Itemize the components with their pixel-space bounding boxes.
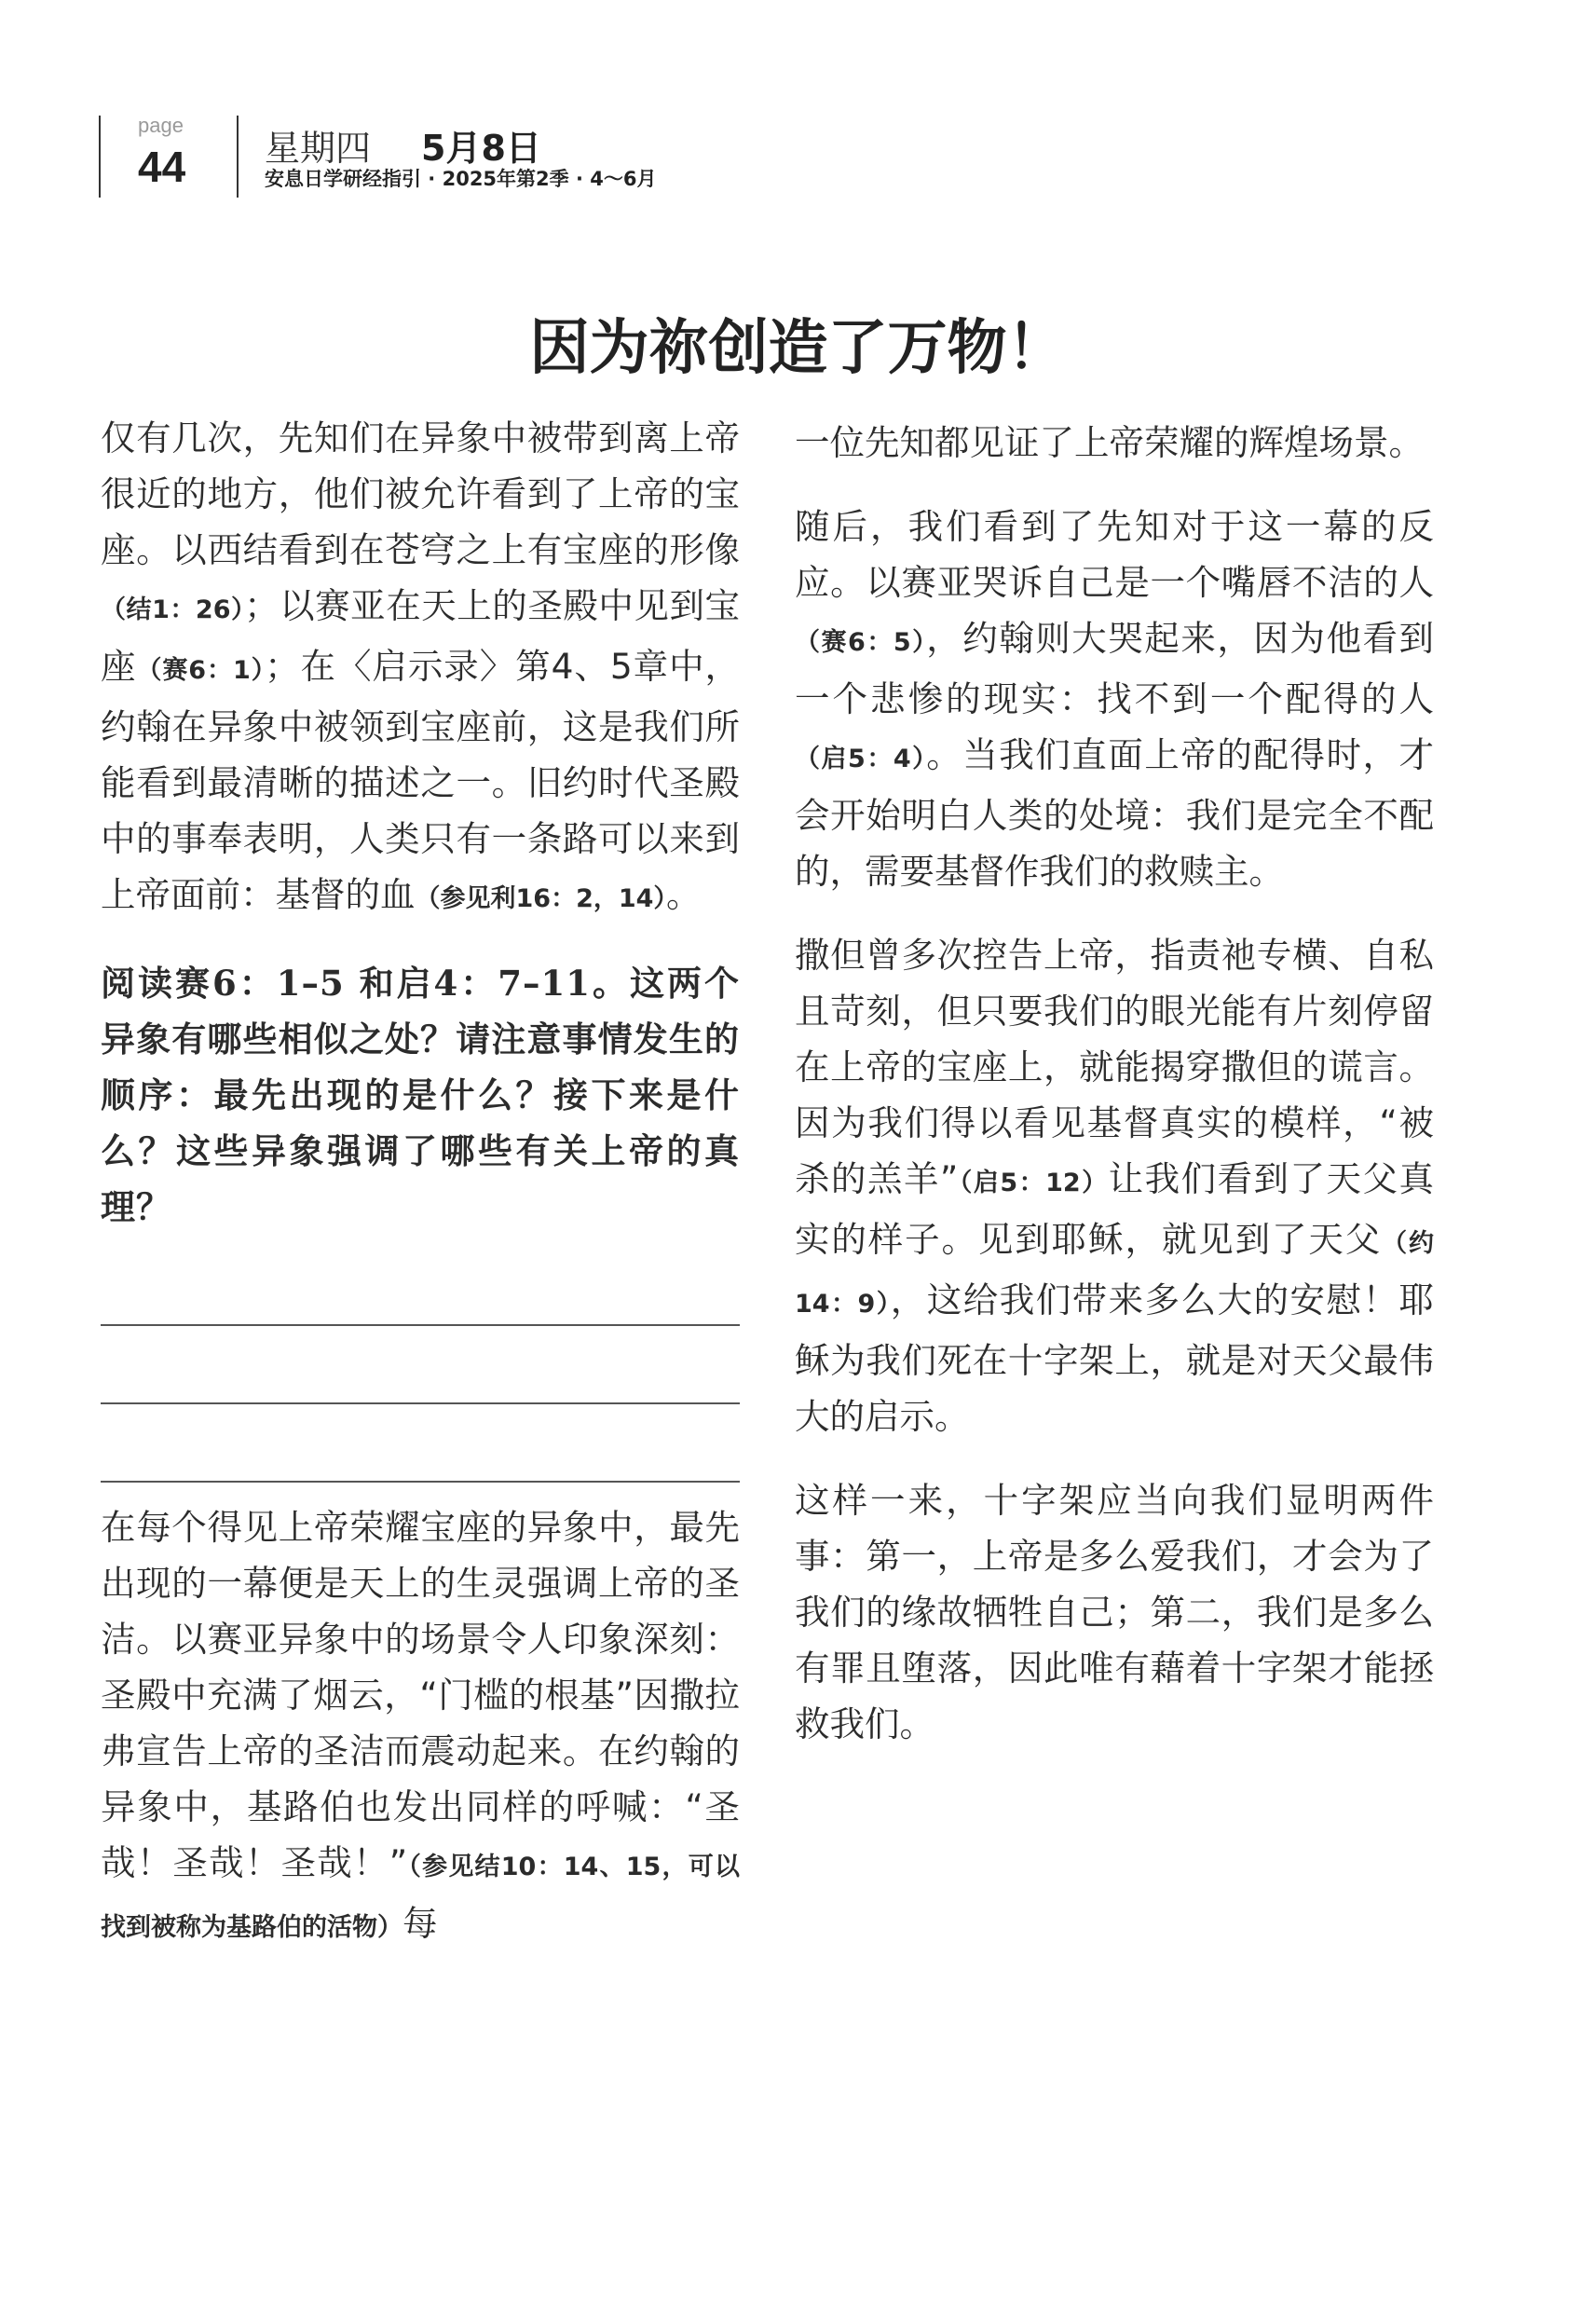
answer-line-3[interactable] xyxy=(101,1481,740,1483)
text: ，这给我们带来多么大的安慰！耶稣为我们死在十字架上，就是对天父最伟大的启示。 xyxy=(795,1279,1434,1437)
header-divider-left xyxy=(99,116,101,198)
text: 让我们看到了天父真实的样子。见到耶稣，就见到了天父 xyxy=(795,1158,1434,1260)
scripture-reference: （约14：9） xyxy=(795,1229,1435,1319)
right-paragraph-2 xyxy=(795,499,1434,899)
text: 撒但曾多次控告上帝，指责祂专横、自私且苛刻，但只要我们的眼光能有片刻停留在上帝的宝座上，就能揭穿撒但的谎言。因为我们得以看见基督真实的模样，“被杀的羔羊” xyxy=(795,935,1434,1199)
weekday: 星期四 xyxy=(265,128,372,169)
text: 仅有几次，先知们在异象中被带到离上帝很近的地方，他们被允许看到了上帝的宝座。以西结看到在苍穹之上有宝座的形像 xyxy=(101,417,740,570)
header-divider-right xyxy=(237,116,239,198)
right-paragraph-3 xyxy=(795,927,1434,1444)
scripture-reference: （结1：26） xyxy=(101,595,245,624)
right-paragraph-4: 这样一来，十字架应当向我们显明两件事：第一，上帝是多么爱我们，才会为了我们的缘故牺牲自己；第二，我们是多么有罪且堕落，因此唯有藉着十字架才能拯救我们。 xyxy=(795,1480,1434,1744)
answer-lines xyxy=(101,1263,740,1499)
answer-line-1[interactable] xyxy=(101,1324,740,1326)
lesson-title: 因为祢创造了万物！ xyxy=(529,313,1067,383)
left-column xyxy=(101,410,740,1984)
scripture-reference: （赛6：1） xyxy=(136,656,266,685)
right-column xyxy=(795,415,1434,1780)
right-paragraph-1: 一位先知都见证了上帝荣耀的辉煌场景。 xyxy=(795,422,1424,463)
text: 在每个得见上帝荣耀宝座的异象中，最先出现的一幕便是天上的生灵强调上帝的圣洁。以赛亚异象中的场景令人印象深刻：圣殿中充满了烟云，“门槛的根基”因撒拉弗宣告上帝的圣洁而震动起来。在约翰的异象中，基路伯也发出同样的呼喊：“圣哉！圣哉！圣哉！” xyxy=(101,1507,740,1883)
page-label: page xyxy=(138,114,184,137)
scripture-reference: （启5：12） xyxy=(958,1169,1109,1197)
scripture-reference: （赛6：5） xyxy=(795,628,927,657)
left-paragraph-2 xyxy=(101,1499,740,1956)
text: 随后，我们看到了先知对于这一幕的反应。以赛亚哭诉自己是一个嘴唇不洁的人 xyxy=(795,506,1434,603)
text: 。当我们直面上帝的配得时，才会开始明白人类的处境：我们是完全不配的，需要基督作我们的救赎主。 xyxy=(795,734,1435,892)
scripture-reference: （参见利16：2，14） xyxy=(415,884,666,913)
text: ；在〈启示录〉第4、5章中，约翰在异象中被领到宝座前，这是我们所能看到最清晰的描述之一。旧约时代圣殿中的事奉表明，人类只有一条路可以来到上帝面前：基督的血 xyxy=(101,646,740,915)
page-number: 44 xyxy=(138,143,186,191)
text: ；以赛亚在天上的圣殿中见到宝座 xyxy=(101,585,740,687)
date: 5月8日 xyxy=(421,128,541,169)
left-paragraph-1 xyxy=(101,410,740,927)
study-question: 阅读赛6：1–5 和启4：7–11。这两个异象有哪些相似之处？请注意事情发生的顺序：最先出现的是什么？接下来是什么？这些异象强调了哪些有关上帝的真理？ xyxy=(101,963,740,1227)
text: 每 xyxy=(402,1903,438,1944)
quarterly-subtitle: 安息日学研经指引 · 2025年第2季 · 4～6月 xyxy=(265,168,657,190)
text: 。 xyxy=(665,874,702,915)
scripture-reference: （参见结10：14、15，可以找到被称为基路伯的活物） xyxy=(101,1853,740,1942)
text: ，约翰则大哭起来，因为他看到一个悲惨的现实：找不到一个配得的人 xyxy=(795,618,1435,719)
answer-line-2[interactable] xyxy=(101,1402,740,1404)
scripture-reference: （启5：4） xyxy=(795,745,927,773)
